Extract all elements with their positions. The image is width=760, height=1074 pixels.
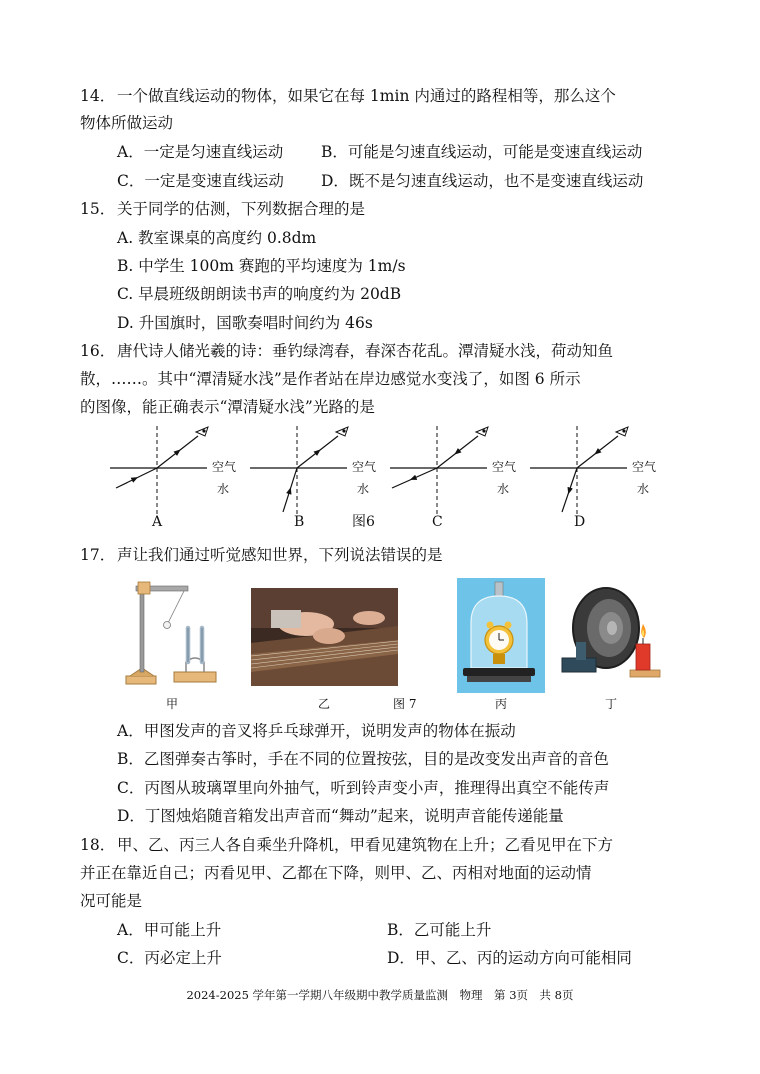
q17-option-a: A．甲图发声的音叉将乒乓球弹开，说明发声的物体在振动 (117, 722, 516, 740)
q16-number: 16． (80, 342, 116, 360)
diagram-b-air-label: 空气 (352, 460, 377, 474)
q16-stem-line2: 散，……。其中“潭清疑水浅”是作者站在岸边感觉水变浅了，如图 6 所示 (80, 370, 581, 388)
image-label-ding: 丁 (605, 697, 618, 711)
diagram-b (250, 426, 348, 515)
q16-stem-line1: 唐代诗人储光羲的诗：垂钓绿湾春，春深杏花乱。潭清疑水浅，荷动知鱼 (117, 342, 614, 360)
diagram-c (390, 426, 488, 515)
q14-option-c: C．一定是变速直线运动 (117, 172, 284, 190)
eye-icon (616, 427, 628, 436)
diagram-a-label: A (152, 514, 163, 530)
bell-jar-photo (457, 578, 545, 693)
q15-number: 15． (80, 200, 116, 218)
diagram-b-label: B (294, 514, 305, 530)
speaker-candle-photo (554, 582, 669, 680)
q14-stem-line1: 一个做直线运动的物体，如果它在每 1min 内通过的路程相等，那么这个 (117, 87, 616, 105)
q14-option-a: A．一定是匀速直线运动 (117, 143, 284, 161)
q17-number: 17． (80, 546, 116, 564)
diagram-a-water-label: 水 (217, 482, 230, 496)
q18-stem-line2: 并正在靠近自己；丙看见甲、乙都在下降，则甲、乙、丙相对地面的运动情 (80, 864, 592, 882)
q16-stem-line3: 的图像，能正确表示“潭清疑水浅”光路的是 (80, 398, 375, 416)
q14-number: 14． (80, 87, 116, 105)
tuning-fork-image (122, 578, 222, 690)
guzheng-photo (251, 588, 398, 686)
diagram-a-air-label: 空气 (212, 460, 237, 474)
q18-stem-line3: 况可能是 (80, 892, 143, 910)
q18-number: 18． (80, 836, 116, 854)
diagram-b-water-label: 水 (357, 482, 370, 496)
q14-option-b: B．可能是匀速直线运动，可能是变速直线运动 (321, 143, 643, 161)
q18-option-b: B．乙可能上升 (387, 921, 492, 939)
q15-option-a: A. 教室课桌的高度约 0.8dm (117, 229, 317, 247)
q18-option-c: C．丙必定上升 (117, 949, 222, 967)
diagram-a (110, 426, 208, 515)
page-footer: 2024-2025 学年第一学期八年级期中教学质量监测 物理 第 3页 共 8页 (186, 988, 574, 1002)
diagram-d-water-label: 水 (637, 482, 650, 496)
q18-option-a: A．甲可能上升 (117, 921, 222, 939)
q17-option-b: B．乙图弹奏古筝时，手在不同的位置按弦，目的是改变发出声音的音色 (117, 750, 609, 768)
q14-option-d: D．既不是匀速直线运动，也不是变速直线运动 (321, 172, 644, 190)
diagram-d (530, 426, 628, 515)
figure-6-refraction-diagrams (100, 420, 680, 535)
q17-stem: 声让我们通过听觉感知世界，下列说法错误的是 (117, 546, 443, 564)
figure-6-caption: 图6 (352, 514, 375, 530)
image-label-yi: 乙 (318, 697, 331, 711)
eye-icon (196, 427, 208, 436)
diagram-c-air-label: 空气 (492, 460, 517, 474)
q15-option-b: B. 中学生 100m 赛跑的平均速度为 1m/s (117, 257, 406, 275)
diagram-c-label: C (432, 514, 443, 530)
diagram-c-water-label: 水 (497, 482, 510, 496)
figure-7-caption: 图 7 (393, 697, 417, 711)
q15-option-c: C. 早晨班级朗朗读书声的响度约为 20dB (117, 285, 402, 303)
diagram-d-air-label: 空气 (632, 460, 657, 474)
diagram-d-label: D (574, 514, 586, 530)
image-label-jia: 甲 (166, 697, 179, 711)
image-label-bing: 丙 (495, 697, 508, 711)
q18-stem-line1: 甲、乙、丙三人各自乘坐升降机，甲看见建筑物在上升；乙看见甲在下方 (117, 836, 614, 854)
eye-icon (336, 427, 348, 436)
q15-stem: 关于同学的估测，下列数据合理的是 (117, 200, 366, 218)
q14-stem-line2: 物体所做运动 (80, 114, 174, 132)
q17-option-d: D．丁图烛焰随音箱发出声音而“舞动”起来，说明声音能传递能量 (117, 807, 564, 825)
q18-option-d: D．甲、乙、丙的运动方向可能相同 (387, 949, 632, 967)
eye-icon (476, 427, 488, 436)
q15-option-d: D. 升国旗时，国歌奏唱时间约为 46s (117, 314, 373, 332)
q17-option-c: C．丙图从玻璃罩里向外抽气，听到铃声变小声，推理得出真空不能传声 (117, 779, 610, 797)
